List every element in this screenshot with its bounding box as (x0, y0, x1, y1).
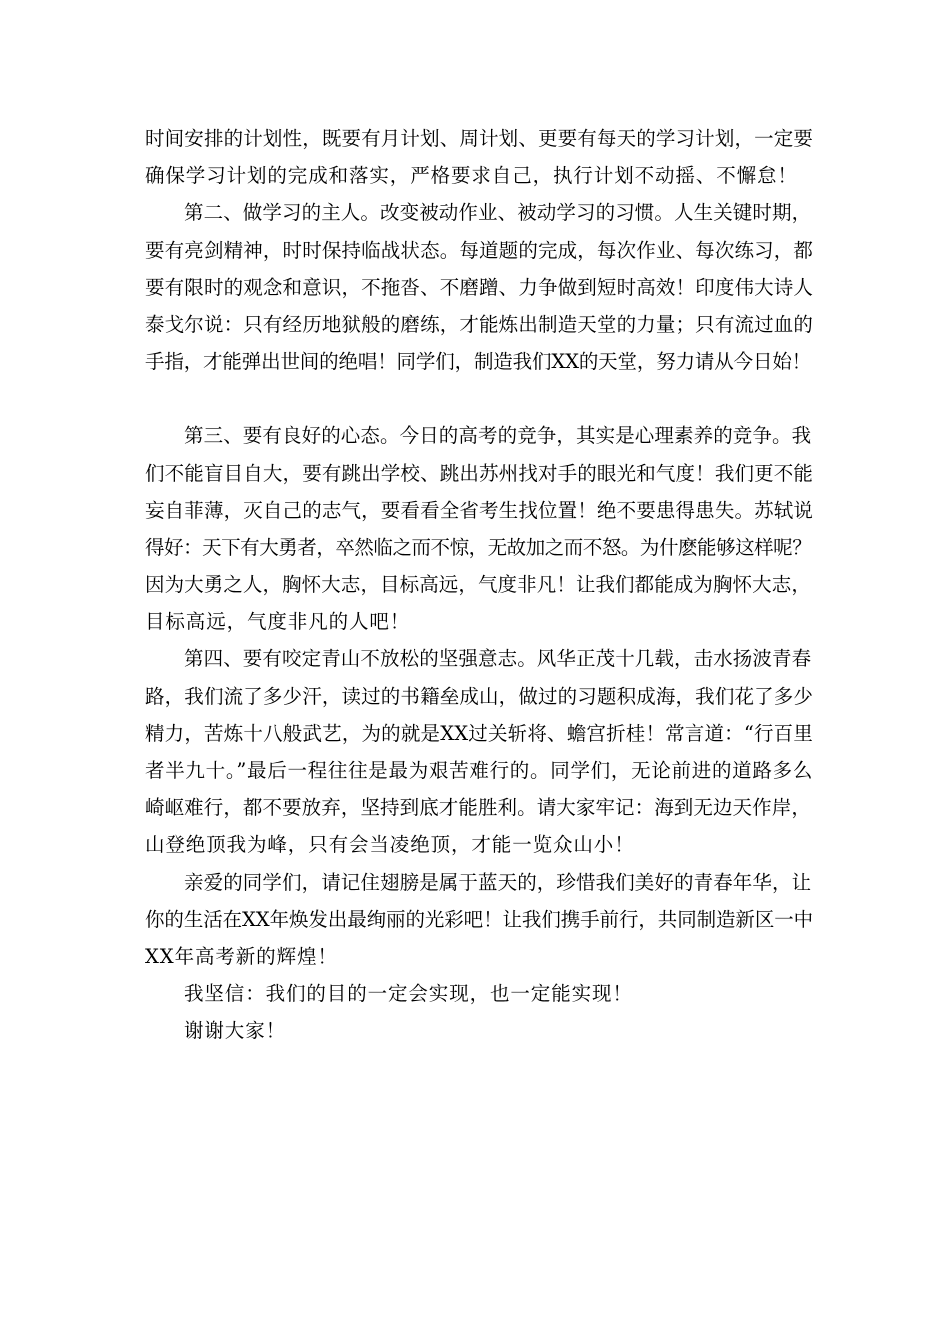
text-line: 亲爱的同学们，请记住翅膀是属于蓝天的，珍惜我们美好的青春年华，让 (184, 870, 812, 894)
paragraph-7 (145, 1012, 813, 1049)
text-line: 要有限时的观念和意识，不拖沓、不磨蹭、力争做到短时高效！印度伟大诗人 (145, 275, 813, 299)
text-line: 者半九十。”最后一程往往是最为艰苦难行的。同学们，无论前进的道路多么 (145, 759, 813, 782)
text-line: 精力，苦炼十八般武艺，为的就是XX过关斩将、蟾宫折桂！常言道：“行百里 (145, 721, 813, 745)
text-line: 因为大勇之人，胸怀大志，目标高远，气度非凡！让我们都能成为胸怀大志， (145, 573, 811, 597)
text-line: 崎岖难行，都不要放弃，坚持到底才能胜利。请大家牢记：海到无边天作岸， (145, 796, 811, 820)
text-line: 第三、要有良好的心态。今日的高考的竞争，其实是心理素养的竞争。我 (184, 424, 812, 448)
text-line: 泰戈尔说：只有经历地狱般的磨练，才能炼出制造天堂的力量；只有流过血的 (145, 312, 813, 336)
document-body (145, 120, 813, 1050)
text-line: 你的生活在XX年焕发出最绚丽的光彩吧！让我们携手前行，共同制造新区一中 (145, 907, 813, 931)
text-line: 妄自菲薄，灭自己的志气，要看看全省考生找位置！绝不要患得患失。苏轼说 (145, 498, 813, 522)
paragraph-1 (145, 120, 813, 194)
text-line: 我坚信：我们的目的一定会实现，也一定能实现！ (184, 982, 633, 1006)
text-line: 路，我们流了多少汗，读过的书籍垒成山，做过的习题积成海，我们花了多少 (145, 684, 813, 708)
text-line: 目标高远，气度非凡的人吧！ (145, 610, 411, 634)
text-line: 山登绝顶我为峰，只有会当凌绝顶，才能一览众山小！ (145, 833, 635, 857)
text-line: 要有亮剑精神，时时保持临战状态。每道题的完成，每次作业、每次练习，都 (145, 238, 813, 262)
text-line: 第四、要有咬定青山不放松的坚强意志。风华正茂十几载，击水扬波青春 (184, 647, 812, 671)
paragraph-gap (145, 380, 813, 417)
paragraph-6 (145, 975, 813, 1012)
text-line: 手指，才能弹出世间的绝唱！同学们，制造我们XX的天堂，努力请从今日始！ (145, 350, 812, 374)
paragraph-5 (145, 864, 813, 976)
text-line: 时间安排的计划性，既要有月计划、周计划、更要有每天的学习计划，一定要 (145, 127, 813, 150)
text-line: 得好：天下有大勇者，卒然临之而不惊，无故加之而不怒。为什麽能够这样呢？ (145, 535, 812, 559)
paragraph-4 (145, 640, 813, 863)
paragraph-3 (145, 417, 813, 640)
text-line: XX年高考新的辉煌！ (145, 944, 338, 968)
text-line: 第二、做学习的主人。改变被动作业、被动学习的习惯。人生关键时期， (184, 201, 812, 225)
text-line: 确保学习计划的完成和落实，严格要求自己，执行计划不动摇、不懈怠！ (145, 164, 798, 188)
paragraph-2 (145, 194, 813, 380)
text-line: 们不能盲目自大，要有跳出学校、跳出苏州找对手的眼光和气度！我们更不能 (145, 461, 813, 485)
text-line: 谢谢大家！ (184, 1019, 287, 1043)
